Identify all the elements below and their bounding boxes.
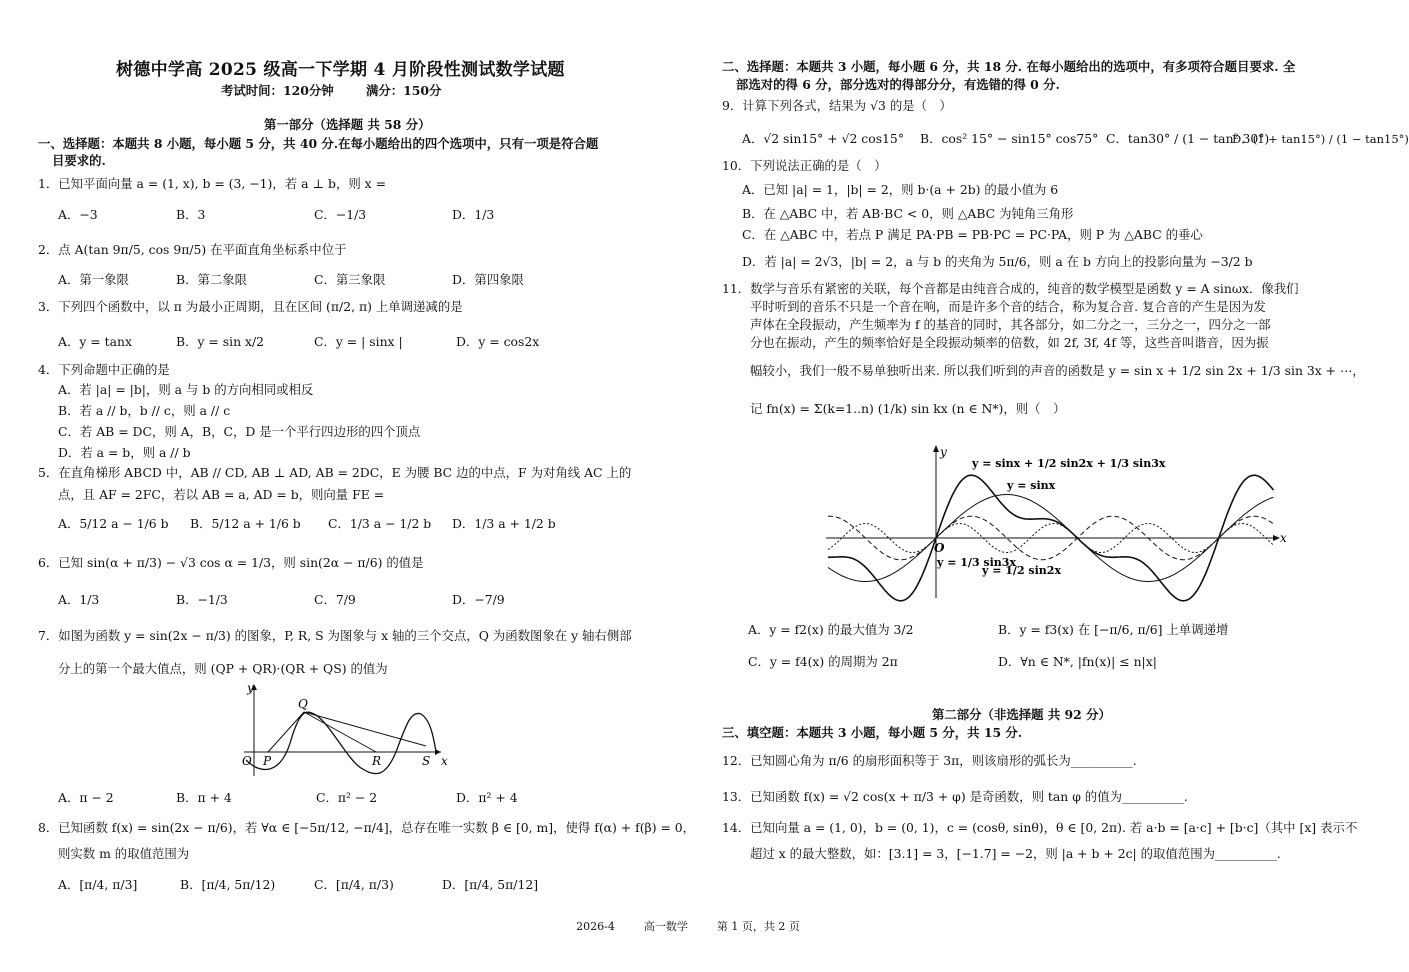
q11-line3: 声体在全段振动，产生频率为 f 的基音的同时，其各部分，如二分之一，三分之一，四分之一部 bbox=[750, 317, 1271, 332]
q4-option-c: C．若 AB = DC，则 A，B，C，D 是一个平行四边形的四个顶点 bbox=[58, 424, 421, 439]
q1-stem: 1．已知平面向量 a = (1, x), b = (3, −1)，若 a ⊥ b，则 x = bbox=[38, 176, 386, 191]
section2-line1: 二、选择题：本题共 3 小题，每小题 6 分，共 18 分. 在每小题给出的选项中，有多项符合题目要求. 全 bbox=[722, 59, 1296, 74]
q2-option-d: D．第四象限 bbox=[452, 272, 524, 287]
q1-option-a: A．−3 bbox=[58, 207, 98, 222]
q8-option-b: B．[π/4, 5π/12) bbox=[180, 877, 276, 892]
q13-stem: 13．已知函数 f(x) = √2 cos(x + π/3 + φ) 是奇函数，则 tan φ 的值为__________. bbox=[722, 789, 1188, 804]
q11-label-sin2x: y = 1/2 sin2x bbox=[982, 564, 1062, 577]
footer-date: 2026-4 bbox=[576, 920, 615, 933]
q11-line6: 记 fn(x) = Σ(k=1..n) (1/k) sin kx (n ∈ N*)，则（ ） bbox=[750, 401, 1066, 416]
q10-option-c: C．在 △ABC 中，若点 P 满足 PA·PB = PB·PC = PC·PA，则 P 为 △ABC 的垂心 bbox=[742, 227, 1203, 242]
q6-option-a: A．1/3 bbox=[58, 592, 100, 607]
q8-option-c: C．[π/4, π/3) bbox=[314, 877, 394, 892]
q11-option-c: C．y = f4(x) 的周期为 2π bbox=[748, 654, 898, 669]
q1-option-b: B．3 bbox=[176, 207, 206, 222]
q11-option-a: A．y = f2(x) 的最大值为 3/2 bbox=[748, 622, 914, 637]
q7-label-x: x bbox=[441, 754, 448, 768]
q11-label-sin3x: y = 1/3 sin3x bbox=[937, 556, 1017, 569]
full-score: 满分：150分 bbox=[366, 83, 442, 98]
q5-option-a: A．5/12 a − 1/6 b bbox=[58, 516, 169, 531]
part1-heading: 第一部分（选择题 共 58 分） bbox=[264, 117, 431, 132]
q6-option-d: D．−7/9 bbox=[452, 592, 505, 607]
q4-stem: 4．下列命题中正确的是 bbox=[38, 362, 170, 377]
q9-option-c: C．tan30° / (1 − tan² 30°) bbox=[1106, 131, 1270, 146]
q7-label-q: Q bbox=[298, 697, 308, 711]
section2-line2: 部选对的得 6 分，部分选对的得部分分，有选错的得 0 分. bbox=[736, 77, 1060, 92]
q7-option-d: D．π² + 4 bbox=[456, 790, 518, 805]
footer-page: 第 1 页，共 2 页 bbox=[716, 920, 800, 933]
q11-option-b: B．y = f3(x) 在 [−π/6, π/6] 上单调递增 bbox=[998, 622, 1229, 637]
q11-label-y: y bbox=[940, 445, 947, 459]
q7-stem-line2: 分上的第一个最大值点，则 (QP + QR)·(QR + QS) 的值为 bbox=[58, 661, 388, 676]
q7-label-o: O bbox=[242, 754, 252, 768]
q10-stem: 10．下列说法正确的是（ ） bbox=[722, 158, 887, 173]
q7-curve bbox=[246, 712, 436, 774]
q8-stem-line1: 8．已知函数 f(x) = sin(2x − π/6)，若 ∀α ∈ [−5π/12, −π/4]，总存在唯一实数 β ∈ [0, m]，使得 f(α) + f(β) = 0， bbox=[38, 820, 696, 835]
q11-label-sum: y = sinx + 1/2 sin2x + 1/3 sin3x bbox=[972, 457, 1166, 470]
q10-option-a: A．已知 |a| = 1，|b| = 2，则 b·(a + 2b) 的最小值为 6 bbox=[742, 182, 1059, 197]
q8-stem-line2: 则实数 m 的取值范围为 bbox=[58, 846, 190, 861]
q7-label-s: S bbox=[422, 754, 431, 768]
q11-harmonics-figure bbox=[822, 442, 1292, 602]
q10-option-b: B．在 △ABC 中，若 AB·BC < 0，则 △ABC 为钝角三角形 bbox=[742, 206, 1074, 221]
section3-heading: 三、填空题：本题共 3 小题，每小题 5 分，共 15 分. bbox=[722, 725, 1023, 740]
q9-option-b: B．cos² 15° − sin15° cos75° bbox=[920, 131, 1099, 146]
q5-stem-line1: 5．在直角梯形 ABCD 中，AB // CD, AB ⊥ AD, AB = 2DC，E 为腰 BC 边的中点，F 为对角线 AC 上的 bbox=[38, 465, 632, 480]
q11-line1: 11．数学与音乐有紧密的关联，每个音都是由纯音合成的，纯音的数学模型是函数 y = A sinωx．像我们 bbox=[722, 281, 1299, 296]
q12-stem: 12．已知圆心角为 π/6 的扇形面积等于 3π，则该扇形的弧长为__________. bbox=[722, 753, 1137, 768]
q14-line1: 14．已知向量 a = (1, 0)，b = (0, 1)，c = (cosθ, sinθ)，θ ∈ [0, 2π). 若 a·b = [a·c] + [b·c]（其中 [x] 表示不 bbox=[722, 820, 1358, 835]
q7-option-a: A．π − 2 bbox=[58, 790, 114, 805]
exam-time: 考试时间：120分钟 bbox=[221, 83, 334, 98]
q5-option-c: C．1/3 a − 1/2 b bbox=[328, 516, 432, 531]
q11-label-o: O bbox=[934, 541, 945, 555]
q6-stem: 6．已知 sin(α + π/3) − √3 cos α = 1/3，则 sin(2α − π/6) 的值是 bbox=[38, 555, 424, 570]
q11-line4: 分也在振动，产生的频率恰好是全段振动频率的倍数，如 2f, 3f, 4f 等，这些音叫谐音，因为振 bbox=[750, 335, 1269, 350]
q9-option-a: A．√2 sin15° + √2 cos15° bbox=[742, 131, 905, 146]
page-footer bbox=[0, 918, 1376, 934]
q7-label-p: P bbox=[263, 754, 272, 768]
q4-option-a: A．若 |a| = |b|，则 a 与 b 的方向相同或相反 bbox=[58, 382, 314, 397]
q5-option-d: D．1/3 a + 1/2 b bbox=[452, 516, 556, 531]
q11-option-d: D．∀n ∈ N*, |fn(x)| ≤ n|x| bbox=[998, 654, 1157, 669]
exam-title: 树德中学高 2025 级高一下学期 4 月阶段性测试数学试题 bbox=[116, 60, 565, 80]
footer-subject: 高一数学 bbox=[643, 920, 688, 933]
q11-line2: 平时听到的音乐不只是一个音在响，而是许多个音的结合，称为复合音. 复合音的产生是因为发 bbox=[750, 299, 1266, 314]
q14-line2: 超过 x 的最大整数，如：[3.1] = 3，[−1.7] = −2，则 |a + b + 2c| 的取值范围为__________. bbox=[750, 846, 1281, 861]
q5-option-b: B．5/12 a + 1/6 b bbox=[190, 516, 301, 531]
q5-stem-line2: 点，且 AF = 2FC，若以 AB = a, AD = b，则向量 FE = bbox=[58, 487, 385, 502]
part2-heading: 第二部分（非选择题 共 92 分） bbox=[932, 707, 1111, 722]
q3-stem: 3．下列四个函数中，以 π 为最小正周期，且在区间 (π/2, π) 上单调递减的是 bbox=[38, 299, 463, 314]
q3-option-c: C．y = | sinx | bbox=[314, 334, 403, 349]
q7-label-r: R bbox=[372, 754, 382, 768]
q9-option-d: D．(1 + tan15°) / (1 − tan15°) bbox=[1232, 132, 1409, 146]
q8-option-d: D．[π/4, 5π/12] bbox=[442, 877, 539, 892]
q1-option-d: D．1/3 bbox=[452, 207, 495, 222]
q6-option-c: C．7/9 bbox=[314, 592, 356, 607]
q7-option-b: B．π + 4 bbox=[176, 790, 232, 805]
q8-option-a: A．[π/4, π/3] bbox=[58, 877, 138, 892]
q1-option-c: C．−1/3 bbox=[314, 207, 367, 222]
q4-option-b: B．若 a // b，b // c，则 a // c bbox=[58, 403, 231, 418]
q2-option-a: A．第一象限 bbox=[58, 272, 129, 287]
q11-label-x: x bbox=[1280, 531, 1287, 545]
q3-option-a: A．y = tanx bbox=[58, 334, 132, 349]
q11-line5: 幅较小，我们一般不易单独听出来. 所以我们听到的声音的函数是 y = sin x + 1/2 sin 2x + 1/3 sin 3x + ⋯， bbox=[750, 363, 1365, 378]
q6-option-b: B．−1/3 bbox=[176, 592, 228, 607]
q3-option-b: B．y = sin x/2 bbox=[176, 334, 265, 349]
q10-option-d: D．若 |a| = 2√3，|b| = 2，a 与 b 的夹角为 5π/6，则 a 在 b 方向上的投影向量为 −3/2 b bbox=[742, 254, 1253, 269]
section1-line2: 目要求的. bbox=[52, 153, 106, 168]
q7-sine-figure bbox=[236, 680, 456, 780]
q7-stem-line1: 7．如图为函数 y = sin(2x − π/3) 的图象，P, R, S 为图象与 x 轴的三个交点，Q 为函数图象在 y 轴右侧部 bbox=[38, 628, 632, 643]
section1-line1: 一、选择题：本题共 8 小题，每小题 5 分，共 40 分.在每小题给出的四个选项中，只有一项是符合题 bbox=[38, 136, 599, 151]
q2-option-c: C．第三象限 bbox=[314, 272, 386, 287]
q2-option-b: B．第二象限 bbox=[176, 272, 248, 287]
q11-label-sinx: y = sinx bbox=[1007, 479, 1056, 492]
q4-option-d: D．若 a = b，则 a // b bbox=[58, 445, 191, 460]
q9-stem: 9．计算下列各式，结果为 √3 的是（ ） bbox=[722, 98, 952, 113]
q3-option-d: D．y = cos2x bbox=[456, 334, 540, 349]
q7-option-c: C．π² − 2 bbox=[316, 790, 378, 805]
q2-stem: 2．点 A(tan 9π/5, cos 9π/5) 在平面直角坐标系中位于 bbox=[38, 242, 347, 257]
q7-label-y: y bbox=[247, 681, 254, 695]
